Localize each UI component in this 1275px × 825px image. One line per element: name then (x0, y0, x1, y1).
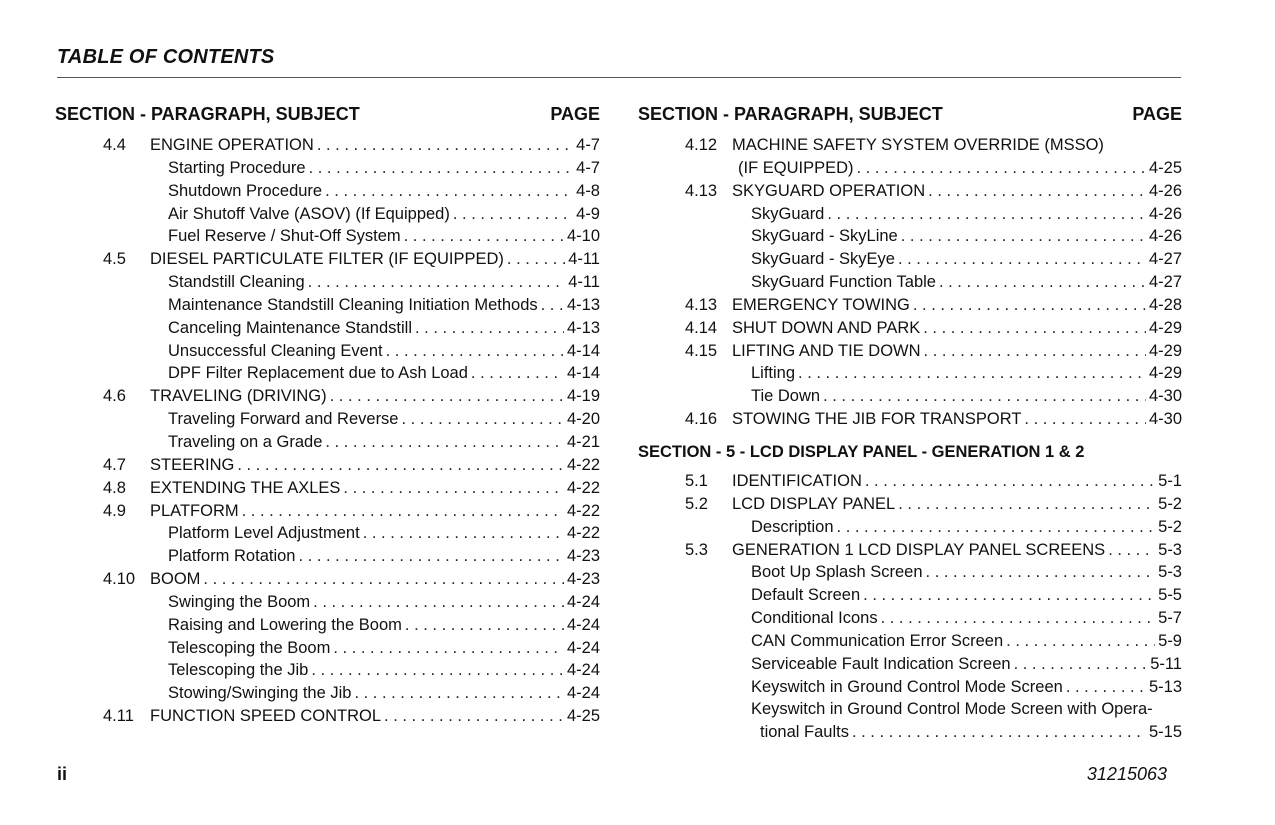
toc-entry-number: 4.10 (103, 570, 136, 589)
toc-entry-number: 4.4 (103, 136, 126, 154)
toc-entry-page: 4-23 (566, 570, 600, 589)
dot-leader (541, 294, 564, 317)
toc-entry[interactable] (638, 248, 1182, 271)
toc-entry-number: 4.12 (685, 136, 718, 154)
dot-leader (343, 477, 564, 500)
toc-entry-title: Stowing/Swinging the Jib (168, 684, 352, 703)
toc-entry-title: Traveling on a Grade (168, 432, 323, 451)
toc-entry-title: LCD DISPLAY PANEL (732, 494, 896, 513)
toc-entry-title: EMERGENCY TOWING (732, 295, 910, 314)
toc-entry-page: 4-7 (576, 136, 600, 154)
toc-entry[interactable] (55, 637, 600, 660)
toc-entry-page: 4-10 (566, 227, 600, 246)
column-header-subject: SECTION - PARAGRAPH, SUBJECT (55, 104, 360, 124)
toc-entry-number: 5.3 (685, 540, 708, 559)
dot-leader (415, 317, 564, 340)
toc-entry-title: (IF EQUIPPED) (738, 158, 854, 177)
toc-entry[interactable] (638, 294, 1182, 317)
toc-entry-title: DPF Filter Replacement due to Ash Load (168, 364, 468, 383)
toc-entry[interactable] (55, 705, 600, 728)
dot-leader (453, 203, 573, 226)
dot-leader (1006, 630, 1155, 653)
toc-entry[interactable] (638, 676, 1182, 699)
toc-entry-title: Starting Procedure (168, 158, 306, 177)
toc-entry-title: Tie Down (751, 387, 821, 406)
toc-entry[interactable] (55, 294, 600, 317)
toc-entry-page: 4-26 (1148, 227, 1182, 246)
toc-entry-page: 4-27 (1148, 273, 1182, 292)
toc-entry-number: 4.14 (685, 318, 718, 337)
toc-entry-page: 4-25 (1148, 158, 1182, 177)
section-heading: SECTION - 5 - LCD DISPLAY PANEL - GENERATION 1 & 2 (638, 442, 1085, 461)
toc-entry-page: 4-23 (566, 547, 600, 566)
dot-leader (898, 248, 1146, 271)
toc-entry[interactable] (638, 539, 1182, 562)
column-header (55, 104, 600, 130)
toc-entry[interactable] (638, 561, 1182, 584)
toc-entry-title: Telescoping the Jib (168, 661, 309, 680)
toc-entry-page: 4-13 (566, 295, 600, 314)
toc-entry-number: 4.8 (103, 478, 126, 497)
dot-leader (237, 454, 564, 477)
toc-entry-title: Platform Rotation (168, 547, 296, 566)
toc-entry-page: 4-29 (1148, 364, 1182, 383)
toc-entry-page: 4-20 (566, 410, 600, 429)
toc-entry-page: 4-29 (1148, 341, 1182, 360)
toc-entry-page: 4-30 (1148, 410, 1182, 429)
dot-leader (823, 385, 1146, 408)
dot-leader (857, 157, 1146, 180)
toc-entry-title: Description (751, 517, 834, 536)
toc-entry-list (55, 134, 600, 728)
toc-entry-page: 5-3 (1158, 540, 1182, 559)
toc-entry[interactable] (55, 454, 600, 477)
dot-leader (386, 340, 564, 363)
toc-entry-title: tional Faults (760, 723, 849, 742)
toc-entry[interactable] (55, 203, 600, 226)
dot-leader (325, 431, 564, 454)
toc-entry-number: 4.7 (103, 455, 126, 474)
toc-entry-title: Lifting (751, 364, 796, 383)
toc-entry[interactable] (55, 134, 600, 157)
toc-entry[interactable] (55, 225, 600, 248)
dot-leader (852, 721, 1146, 744)
toc-entry-title: STEERING (150, 455, 235, 474)
toc-entry[interactable] (55, 591, 600, 614)
toc-entry-title: Platform Level Adjustment (168, 524, 360, 543)
dot-leader (881, 607, 1156, 630)
toc-entry-title: TRAVELING (DRIVING) (150, 387, 327, 406)
dot-leader (363, 522, 564, 545)
title-divider (57, 77, 1181, 78)
toc-entry-page: 4-26 (1148, 181, 1182, 200)
toc-entry-page: 5-15 (1148, 723, 1182, 742)
toc-entry-title: SkyGuard - SkyLine (751, 227, 898, 246)
toc-entry[interactable] (55, 385, 600, 408)
toc-entry[interactable] (55, 180, 600, 203)
toc-entry-title: Boot Up Splash Screen (751, 563, 923, 582)
dot-leader (203, 568, 564, 591)
toc-entry[interactable] (638, 516, 1182, 539)
toc-entry-page: 4-24 (566, 684, 600, 703)
toc-entry-number: 4.16 (685, 410, 718, 429)
toc-entry-title: BOOM (150, 570, 201, 589)
toc-entry-page: 4-11 (568, 273, 600, 292)
toc-entry[interactable] (55, 157, 600, 180)
toc-entry-page: 4-29 (1148, 318, 1182, 337)
toc-entry-page: 5-7 (1158, 609, 1182, 628)
dot-leader (926, 561, 1156, 584)
dot-leader (401, 408, 563, 431)
toc-entry-page: 5-3 (1158, 563, 1182, 582)
toc-entry-title: GENERATION 1 LCD DISPLAY PANEL SCREENS (732, 540, 1106, 559)
dot-leader (471, 362, 564, 385)
toc-entry[interactable] (638, 362, 1182, 385)
toc-entry-title: Standstill Cleaning (168, 273, 305, 292)
toc-entry[interactable] (55, 500, 600, 523)
toc-entry-page: 4-25 (566, 707, 600, 726)
toc-entry[interactable] (638, 180, 1182, 203)
dot-leader (898, 493, 1155, 516)
dot-leader (913, 294, 1146, 317)
toc-entry-title: SkyGuard (751, 204, 825, 223)
dot-leader (309, 157, 574, 180)
dot-leader (865, 470, 1155, 493)
toc-entry-title: STOWING THE JIB FOR TRANSPORT (732, 410, 1022, 429)
toc-entry-title: IDENTIFICATION (732, 471, 862, 490)
dot-leader (317, 134, 573, 157)
toc-entry-page: 5-2 (1158, 517, 1182, 536)
toc-entry[interactable] (638, 340, 1182, 363)
dot-leader (939, 271, 1146, 294)
toc-entry-title: SkyGuard Function Table (751, 273, 936, 292)
toc-entry-number: 4.5 (103, 250, 126, 269)
toc-entry[interactable] (638, 698, 1182, 721)
toc-entry-page: 4-22 (566, 455, 600, 474)
toc-entry-title: MACHINE SAFETY SYSTEM OVERRIDE (MSSO) (732, 136, 1104, 154)
toc-entry-title: Canceling Maintenance Standstill (168, 318, 412, 337)
dot-leader (924, 340, 1146, 363)
toc-right-column (638, 104, 1182, 744)
toc-entry-title: FUNCTION SPEED CONTROL (150, 707, 382, 726)
toc-entry[interactable] (638, 317, 1182, 340)
toc-entry[interactable] (55, 682, 600, 705)
toc-entry-title: ENGINE OPERATION (150, 136, 314, 154)
toc-entry-page: 4-19 (566, 387, 600, 406)
toc-entry-title: SHUT DOWN AND PARK (732, 318, 921, 337)
toc-entry-title: Shutdown Procedure (168, 181, 323, 200)
toc-entry-title: Air Shutoff Valve (ASOV) (If Equipped) (168, 204, 450, 223)
toc-entry-page: 4-14 (566, 341, 600, 360)
toc-entry-page: 4-22 (566, 501, 600, 520)
toc-entry-title: PLATFORM (150, 501, 239, 520)
toc-entry-page: 5-9 (1158, 631, 1182, 650)
toc-entry-page: 4-26 (1148, 204, 1182, 223)
toc-entry[interactable] (55, 659, 600, 682)
toc-entry[interactable] (638, 225, 1182, 248)
toc-entry-page: 4-22 (566, 478, 600, 497)
toc-entry-title: Maintenance Standstill Cleaning Initiation Methods (168, 295, 538, 314)
dot-leader (354, 682, 564, 705)
toc-entry-page: 4-14 (566, 364, 600, 383)
dot-leader (863, 584, 1155, 607)
toc-entry-page: 4-21 (566, 432, 600, 451)
page-number: ii (57, 764, 68, 784)
toc-entry-list (638, 470, 1182, 744)
dot-leader (1024, 408, 1146, 431)
toc-entry-title: Unsuccessful Cleaning Event (168, 341, 383, 360)
dot-leader (507, 248, 565, 271)
toc-entry-page: 4-8 (576, 181, 600, 200)
toc-entry-title: LIFTING AND TIE DOWN (732, 341, 921, 360)
toc-entry-number: 5.2 (685, 494, 708, 513)
toc-entry[interactable] (55, 248, 600, 271)
toc-entry-page: 4-24 (566, 615, 600, 634)
toc-entry-page: 4-7 (576, 158, 600, 177)
dot-leader (1014, 653, 1148, 676)
toc-entry[interactable] (638, 584, 1182, 607)
dot-leader (837, 516, 1156, 539)
toc-entry-page: 4-13 (566, 318, 600, 337)
toc-entry-title: Fuel Reserve / Shut-Off System (168, 227, 401, 246)
dot-leader (308, 271, 566, 294)
dot-leader (404, 225, 564, 248)
toc-entry-title: SKYGUARD OPERATION (732, 181, 926, 200)
toc-entry-title: Telescoping the Boom (168, 638, 331, 657)
toc-entry-title: Serviceable Fault Indication Screen (751, 654, 1011, 673)
toc-entry-page: 4-24 (566, 661, 600, 680)
toc-entry[interactable] (55, 431, 600, 454)
toc-entry-number: 4.13 (685, 295, 718, 314)
toc-entry[interactable] (638, 470, 1182, 493)
dot-leader (901, 225, 1146, 248)
toc-entry[interactable] (55, 545, 600, 568)
dot-leader (827, 203, 1146, 226)
toc-entry-page: 5-13 (1148, 677, 1182, 696)
toc-entry-title: SkyGuard - SkyEye (751, 250, 895, 269)
dot-leader (928, 180, 1146, 203)
toc-entry[interactable] (55, 340, 600, 363)
dot-leader (311, 659, 564, 682)
toc-entry-page: 4-27 (1148, 250, 1182, 269)
toc-entry-title: EXTENDING THE AXLES (150, 478, 341, 497)
toc-entry[interactable] (55, 362, 600, 385)
toc-entry-page: 4-9 (576, 204, 600, 223)
column-header (638, 104, 1182, 130)
toc-entry-title: Keyswitch in Ground Control Mode Screen (751, 677, 1063, 696)
dot-leader (405, 614, 564, 637)
toc-entry-page: 4-24 (566, 592, 600, 611)
toc-entry-page: 5-5 (1158, 586, 1182, 605)
toc-entry-page: 4-28 (1148, 295, 1182, 314)
dot-leader (242, 500, 564, 523)
toc-entry[interactable] (55, 317, 600, 340)
toc-entry-title: DIESEL PARTICULATE FILTER (IF EQUIPPED) (150, 250, 504, 269)
column-header-page: PAGE (550, 104, 600, 124)
toc-entry[interactable] (55, 477, 600, 500)
toc-entry[interactable] (638, 630, 1182, 653)
dot-leader (333, 637, 564, 660)
toc-entry-title: Keyswitch in Ground Control Mode Screen with Opera- (751, 700, 1153, 719)
toc-entry-page: 4-22 (566, 524, 600, 543)
dot-leader (384, 705, 564, 728)
toc-entry-page: 4-11 (568, 250, 600, 269)
toc-entry[interactable] (638, 385, 1182, 408)
toc-entry-page: 5-11 (1150, 654, 1182, 673)
toc-entry[interactable] (638, 157, 1182, 180)
toc-entry-number: 4.15 (685, 341, 718, 360)
toc-entry-title: Traveling Forward and Reverse (168, 410, 399, 429)
toc-entry[interactable] (55, 614, 600, 637)
toc-entry-page: 4-30 (1148, 387, 1182, 406)
toc-entry[interactable] (638, 271, 1182, 294)
page-title: TABLE OF CONTENTS (57, 46, 275, 68)
toc-entry-title: CAN Communication Error Screen (751, 631, 1004, 650)
toc-entry-number: 5.1 (685, 471, 708, 490)
toc-entry-page: 5-1 (1158, 471, 1182, 490)
toc-entry-title: Conditional Icons (751, 609, 878, 628)
toc-entry-number: 4.9 (103, 501, 126, 520)
dot-leader (325, 180, 573, 203)
toc-entry-title: Swinging the Boom (168, 592, 311, 611)
toc-entry[interactable] (638, 607, 1182, 630)
dot-leader (298, 545, 563, 568)
toc-entry[interactable] (55, 522, 600, 545)
dot-leader (313, 591, 564, 614)
toc-entry-number: 4.11 (103, 707, 134, 726)
dot-leader (1108, 539, 1155, 562)
toc-entry[interactable] (638, 408, 1182, 431)
dot-leader (798, 362, 1146, 385)
dot-leader (923, 317, 1146, 340)
toc-left-column (55, 104, 600, 728)
toc-entry-page: 4-24 (566, 638, 600, 657)
toc-entry[interactable] (638, 134, 1182, 157)
toc-entry-list (638, 134, 1182, 431)
toc-entry[interactable] (638, 493, 1182, 516)
column-header-page: PAGE (1132, 104, 1182, 124)
toc-entry[interactable] (55, 568, 600, 591)
toc-entry-number: 4.6 (103, 387, 126, 406)
toc-entry-number: 4.13 (685, 181, 718, 200)
toc-entry-page: 5-2 (1158, 494, 1182, 513)
toc-entry-title: Raising and Lowering the Boom (168, 615, 402, 634)
document-number: 31215063 (1086, 764, 1167, 784)
toc-entry[interactable] (638, 203, 1182, 226)
dot-leader (330, 385, 564, 408)
toc-entry[interactable] (638, 721, 1182, 744)
toc-entry[interactable] (638, 653, 1182, 676)
toc-entry[interactable] (55, 408, 600, 431)
toc-entry[interactable] (55, 271, 600, 294)
column-header-subject: SECTION - PARAGRAPH, SUBJECT (638, 104, 943, 124)
dot-leader (1066, 676, 1146, 699)
toc-entry-title: Default Screen (751, 586, 861, 605)
